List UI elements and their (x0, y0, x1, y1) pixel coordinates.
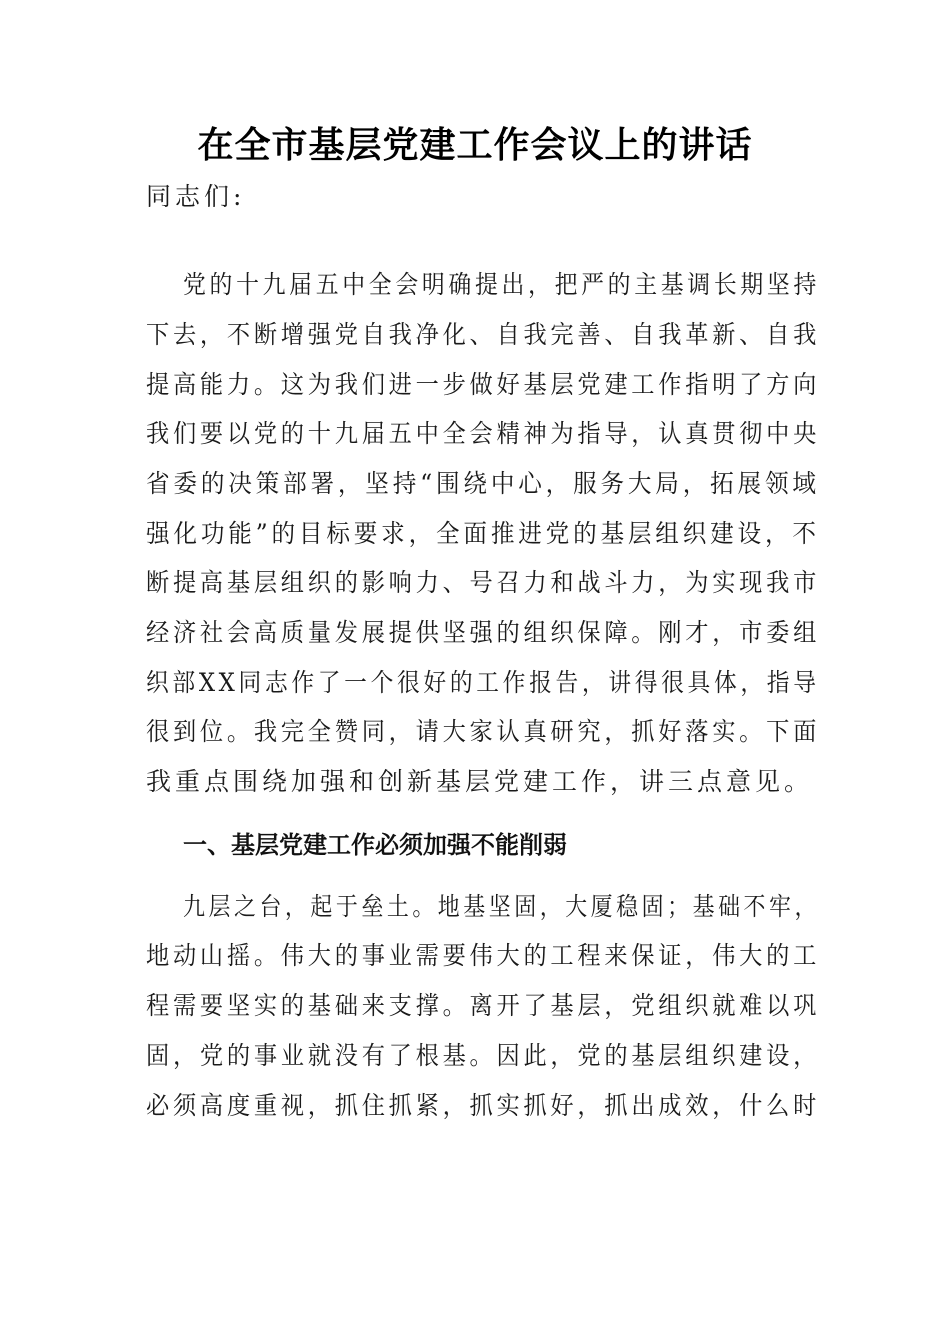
paragraph-line: 地动山摇。伟大的事业需要伟大的工程来保证，伟大的工 (146, 941, 821, 970)
paragraph-line: 我重点围绕加强和创新基层党建工作，讲三点意见。 (146, 767, 814, 796)
paragraph-line: 党的十九届五中全会明确提出，把严的主基调长期坚持 (183, 270, 820, 299)
paragraph-line: 我们要以党的十九届五中全会精神为指导，认真贯彻中央 (146, 419, 821, 448)
paragraph-line: 省委的决策部署，坚持“围绕中心，服务大局，拓展领域 (146, 469, 820, 498)
paragraph-line: 断提高基层组织的影响力、号召力和战斗力，为实现我市 (146, 568, 821, 597)
paragraph-line: 强化功能”的目标要求，全面推进党的基层组织建设，不 (146, 519, 820, 548)
paragraph-line: 九层之台，起于垒土。地基坚固，大厦稳固；基础不牢， (183, 892, 820, 921)
paragraph-line: 经济社会高质量发展提供坚强的组织保障。刚才，市委组 (146, 618, 821, 647)
paragraph-line: 提高能力。这为我们进一步做好基层党建工作指明了方向 (146, 370, 821, 399)
paragraph-line: 程需要坚实的基础来支撑。离开了基层，党组织就难以巩 (146, 991, 821, 1020)
paragraph-line: 下去，不断增强党自我净化、自我完善、自我革新、自我 (146, 320, 821, 349)
section-heading: 一、基层党建工作必须加强不能削弱 (183, 831, 567, 859)
paragraph-line: 固，党的事业就没有了根基。因此，党的基层组织建设， (146, 1041, 821, 1070)
salutation: 同志们: (146, 182, 246, 211)
paragraph-line: 必须高度重视，抓住抓紧，抓实抓好，抓出成效，什么时 (146, 1091, 821, 1120)
document-title: 在全市基层党建工作会议上的讲话 (197, 124, 753, 166)
paragraph-line: 很到位。我完全赞同，请大家认真研究，抓好落实。下面 (146, 717, 821, 746)
paragraph-line: 织部XX同志作了一个很好的工作报告，讲得很具体，指导 (146, 668, 820, 697)
